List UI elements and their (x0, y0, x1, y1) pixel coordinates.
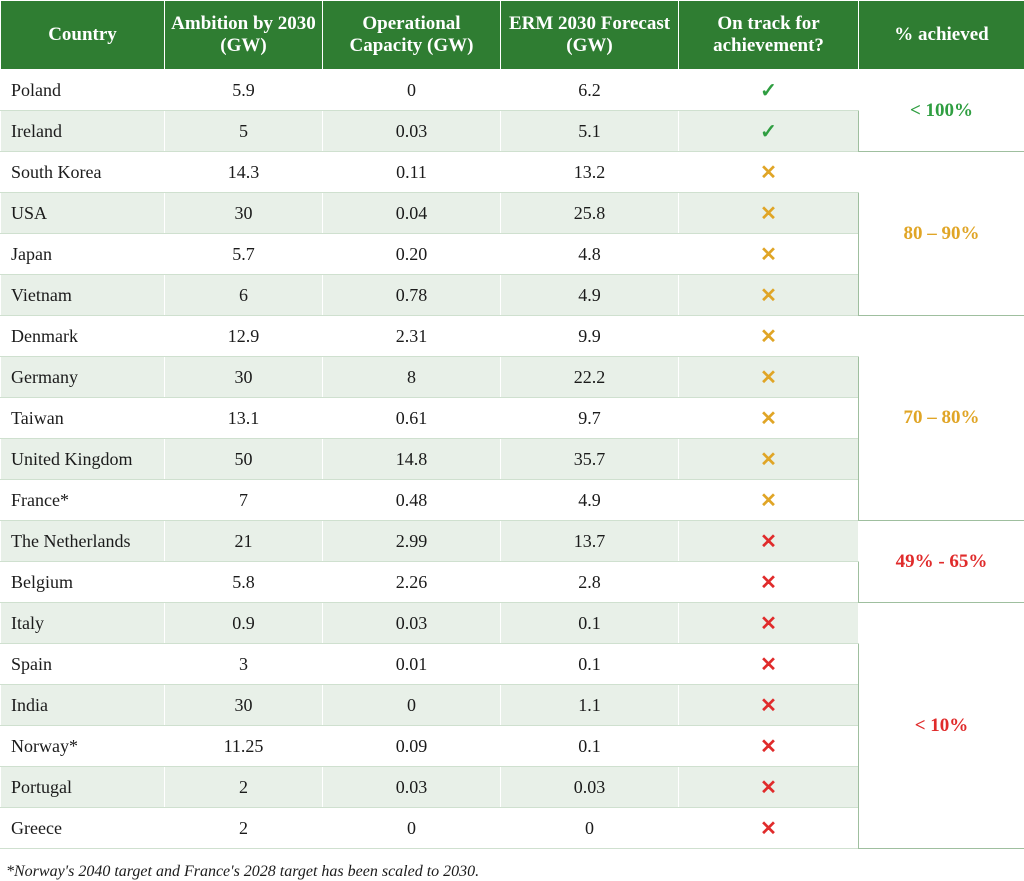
cell-forecast: 22.2 (501, 357, 679, 398)
on-track-cross-icon: ✕ (679, 644, 859, 685)
on-track-cross-icon: ✕ (679, 808, 859, 849)
cell-forecast: 9.7 (501, 398, 679, 439)
cell-country: Greece (1, 808, 165, 849)
on-track-tick-icon: ✓ (679, 111, 859, 152)
cell-country: Poland (1, 70, 165, 111)
cell-operational: 0.03 (323, 767, 501, 808)
table-row (1, 70, 1024, 111)
cell-country: Ireland (1, 111, 165, 152)
cell-operational: 0.03 (323, 603, 501, 644)
cell-country: Belgium (1, 562, 165, 603)
on-track-cross-icon: ✕ (679, 398, 859, 439)
cell-forecast: 0.1 (501, 726, 679, 767)
cell-ambition: 12.9 (165, 316, 323, 357)
on-track-tick-icon: ✓ (679, 70, 859, 111)
cell-operational: 0 (323, 70, 501, 111)
cell-operational: 0 (323, 808, 501, 849)
cell-forecast: 13.2 (501, 152, 679, 193)
cell-forecast: 13.7 (501, 521, 679, 562)
cell-operational: 0.48 (323, 480, 501, 521)
cell-percent-achieved: 70 – 80% (859, 316, 1024, 521)
on-track-cross-icon: ✕ (679, 521, 859, 562)
cell-operational: 0.09 (323, 726, 501, 767)
on-track-cross-icon: ✕ (679, 275, 859, 316)
cell-forecast: 0.03 (501, 767, 679, 808)
cell-percent-achieved: < 10% (859, 603, 1024, 849)
cell-country: Taiwan (1, 398, 165, 439)
cell-ambition: 21 (165, 521, 323, 562)
cell-country: Denmark (1, 316, 165, 357)
cell-operational: 0.20 (323, 234, 501, 275)
on-track-cross-icon: ✕ (679, 316, 859, 357)
header-erm-forecast: ERM 2030 Forecast (GW) (501, 1, 679, 70)
cell-forecast: 4.9 (501, 480, 679, 521)
on-track-cross-icon: ✕ (679, 562, 859, 603)
table-row (1, 152, 1024, 193)
cell-ambition: 6 (165, 275, 323, 316)
cell-operational: 0.01 (323, 644, 501, 685)
on-track-cross-icon: ✕ (679, 726, 859, 767)
table-row (1, 603, 1024, 644)
cell-percent-achieved: 49% - 65% (859, 521, 1024, 603)
on-track-cross-icon: ✕ (679, 767, 859, 808)
cell-forecast: 0 (501, 808, 679, 849)
table-header (1, 1, 1024, 70)
cell-ambition: 5 (165, 111, 323, 152)
cell-forecast: 6.2 (501, 70, 679, 111)
header-row (1, 1, 1024, 70)
cell-forecast: 2.8 (501, 562, 679, 603)
cell-operational: 0.78 (323, 275, 501, 316)
on-track-cross-icon: ✕ (679, 357, 859, 398)
cell-forecast: 5.1 (501, 111, 679, 152)
cell-operational: 2.99 (323, 521, 501, 562)
cell-country: United Kingdom (1, 439, 165, 480)
table-body (1, 70, 1024, 849)
cell-operational: 0.11 (323, 152, 501, 193)
cell-ambition: 30 (165, 193, 323, 234)
cell-forecast: 35.7 (501, 439, 679, 480)
cell-country: Japan (1, 234, 165, 275)
cell-country: Germany (1, 357, 165, 398)
header-ambition: Ambition by 2030 (GW) (165, 1, 323, 70)
cell-country: South Korea (1, 152, 165, 193)
cell-forecast: 4.9 (501, 275, 679, 316)
cell-country: Norway* (1, 726, 165, 767)
header-operational-capacity: Operational Capacity (GW) (323, 1, 501, 70)
cell-operational: 8 (323, 357, 501, 398)
cell-ambition: 5.9 (165, 70, 323, 111)
cell-ambition: 30 (165, 357, 323, 398)
header-on-track: On track for achievement? (679, 1, 859, 70)
cell-ambition: 30 (165, 685, 323, 726)
cell-country: India (1, 685, 165, 726)
cell-operational: 14.8 (323, 439, 501, 480)
cell-ambition: 2 (165, 767, 323, 808)
cell-operational: 0 (323, 685, 501, 726)
cell-ambition: 50 (165, 439, 323, 480)
on-track-cross-icon: ✕ (679, 603, 859, 644)
cell-ambition: 5.8 (165, 562, 323, 603)
cell-ambition: 7 (165, 480, 323, 521)
cell-operational: 0.04 (323, 193, 501, 234)
on-track-cross-icon: ✕ (679, 685, 859, 726)
table-footnote: *Norway's 2040 target and France's 2028 target has been scaled to 2030. (0, 849, 1024, 881)
cell-ambition: 14.3 (165, 152, 323, 193)
cell-country: The Netherlands (1, 521, 165, 562)
cell-country: Italy (1, 603, 165, 644)
on-track-cross-icon: ✕ (679, 152, 859, 193)
on-track-cross-icon: ✕ (679, 439, 859, 480)
table-row (1, 316, 1024, 357)
cell-country: France* (1, 480, 165, 521)
cell-ambition: 2 (165, 808, 323, 849)
table-row (1, 521, 1024, 562)
cell-operational: 2.31 (323, 316, 501, 357)
cell-country: USA (1, 193, 165, 234)
cell-operational: 0.03 (323, 111, 501, 152)
cell-forecast: 0.1 (501, 644, 679, 685)
on-track-cross-icon: ✕ (679, 193, 859, 234)
cell-forecast: 25.8 (501, 193, 679, 234)
cell-country: Spain (1, 644, 165, 685)
cell-forecast: 9.9 (501, 316, 679, 357)
on-track-cross-icon: ✕ (679, 234, 859, 275)
cell-ambition: 0.9 (165, 603, 323, 644)
cell-forecast: 4.8 (501, 234, 679, 275)
header-country: Country (1, 1, 165, 70)
cell-country: Portugal (1, 767, 165, 808)
cell-percent-achieved: < 100% (859, 70, 1024, 152)
cell-operational: 2.26 (323, 562, 501, 603)
cell-forecast: 1.1 (501, 685, 679, 726)
cell-ambition: 13.1 (165, 398, 323, 439)
cell-ambition: 5.7 (165, 234, 323, 275)
cell-forecast: 0.1 (501, 603, 679, 644)
cell-country: Vietnam (1, 275, 165, 316)
cell-ambition: 3 (165, 644, 323, 685)
cell-operational: 0.61 (323, 398, 501, 439)
cell-percent-achieved: 80 – 90% (859, 152, 1024, 316)
on-track-cross-icon: ✕ (679, 480, 859, 521)
cell-ambition: 11.25 (165, 726, 323, 767)
header-percent-achieved: % achieved (859, 1, 1024, 70)
